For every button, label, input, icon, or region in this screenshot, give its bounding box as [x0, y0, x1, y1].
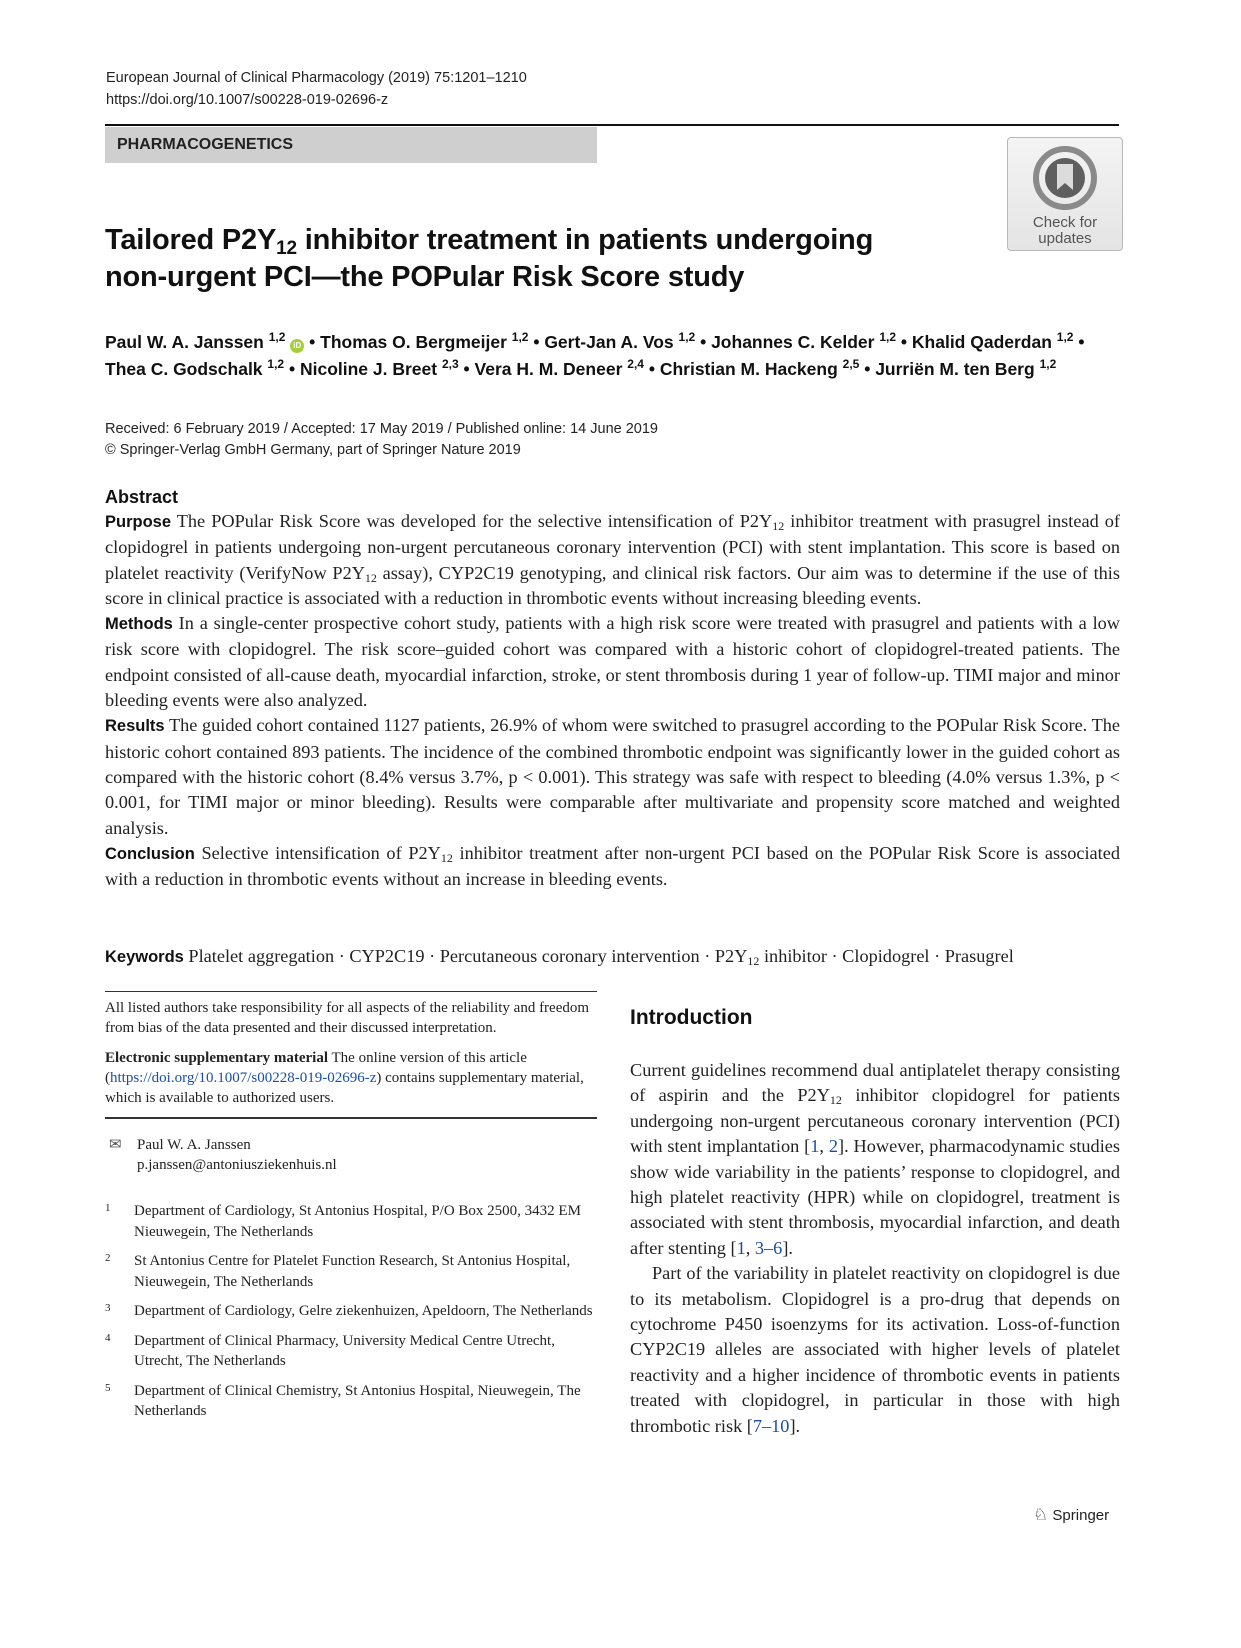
responsibility-note: All listed authors take responsibility for all aspects of the reliability and freedom from bias of the data presented and their discussed interpretation.: [105, 1000, 590, 1036]
keywords: Keywords Platelet aggregation · CYP2C19 · Percutaneous coronary intervention · $P2Y_{12}$ inhibitor · Clopidogrel · Prasugrel: [105, 946, 1014, 968]
citation-link[interactable]: 7–10: [752, 1415, 790, 1436]
author[interactable]: Thea C. Godschalk $^{1,2}$: [105, 357, 285, 379]
badge-line-1: Check for: [1032, 214, 1098, 231]
author[interactable]: Khalid Qaderdan $^{1,2}$: [911, 330, 1074, 352]
affiliation: 5 Department of Clinical Chemistry, St Antonius Hospital, Nieuwegein, The Netherlands: [105, 1381, 581, 1419]
citation-link[interactable]: 2: [828, 1136, 838, 1157]
section-label: PHARMACOGENETICS: [105, 127, 597, 163]
header-rule: [105, 124, 1119, 126]
introduction-body: [630, 1058, 1120, 1439]
abstract-methods: Methods In a single-center prospective cohort study, patients with a high risk score were treated with prasugrel and patients with a low risk score with clopidogrel. The risk score–guided cohort was compared with a historic cohort of clopidogrel-treated patients. The endpoint consisted of all-cause death, myocardial infarction, stroke, or stent thrombosis during 1 year of follow-up. TIMI major and minor bleeding events were also analyzed.: [105, 613, 1120, 711]
esm-note: Electronic supplementary material The online version of this article (https://doi.org/10.1007/s00228-019-02696-z) contains supplementary material, which is available to authorized users.: [105, 1050, 584, 1106]
journal-citation: [106, 67, 527, 111]
author[interactable]: Thomas O. Bergmeijer $^{1,2}$: [320, 330, 529, 352]
introduction-heading: Introduction: [630, 1006, 753, 1029]
author[interactable]: Nicoline J. Breet $^{2,3}$: [299, 357, 459, 379]
author[interactable]: Johannes C. Kelder $^{1,2}$: [711, 330, 897, 352]
abstract-body: [105, 509, 1120, 892]
journal-name: European Journal of Clinical Pharmacology (2019) 75:1201–1210: [106, 70, 527, 86]
orcid-icon[interactable]: iD: [290, 339, 304, 353]
author[interactable]: Gert-Jan A. Vos $^{1,2}$: [544, 330, 696, 352]
affiliation: 1 Department of Cardiology, St Antonius Hospital, P/O Box 2500, 3432 EM Nieuwegein, The Netherlands: [105, 1202, 581, 1240]
abstract-conclusion: Conclusion Selective intensification of $P2Y_{12}$ inhibitor treatment after non-urgent PCI based on the POPular Risk Score is associated with a reduction in thrombotic events without an increase in bleeding events.: [105, 842, 1120, 890]
affiliation: 4 Department of Clinical Pharmacy, University Medical Centre Utrecht, Utrecht, The Netherlands: [105, 1331, 555, 1369]
author-list: Paul W. A. Janssen $^{1,2}$ iD • Thomas O. Bergmeijer $^{1,2}$ • Gert-Jan A. Vos $^{1,2}$ • Johannes C. Kelder $^{1,2}$ • Khalid Qaderdan $^{1,2}$ • Thea C. Godschalk $^{1,2}$ • Nicoline J. Breet $^{2,3}$ • Vera H. M. Deneer $^{2,4}$ • Christian M. Hackeng $^{2,5}$ • Jurriën M. ten Berg $^{1,2}$: [105, 330, 1085, 379]
history-dates: Received: 6 February 2019 / Accepted: 17 May 2019 / Published online: 14 June 2019: [105, 421, 658, 437]
contact-email[interactable]: p.janssen@antoniusziekenhuis.nl: [137, 1157, 337, 1173]
abstract-purpose: Purpose The POPular Risk Score was developed for the selective intensification of $P2Y_{12}$ inhibitor treatment with prasugrel instead of clopidogrel in patients undergoing non-urgent percutaneous coronary intervention (PCI) with stent implantation. This score is based on platelet reactivity (VerifyNow $P2Y_{12}$ assay), CYP2C19 genotyping, and clinical risk factors. Our aim was to determine if the use of this score in clinical practice is associated with a reduction in thrombotic events without increasing bleeding events.: [105, 511, 1120, 608]
badge-line-2: updates: [1038, 230, 1092, 247]
doi-link[interactable]: https://doi.org/10.1007/s00228-019-02696-z: [106, 92, 389, 108]
author[interactable]: Jurriën M. ten Berg $^{1,2}$: [875, 357, 1057, 379]
abstract-heading: Abstract: [105, 487, 179, 507]
footnote-rule: [105, 991, 597, 992]
intro-paragraph-1: Current guidelines recommend dual antiplatelet therapy consisting of aspirin and the $P2Y_{12}$ inhibitor clopidogrel for patients undergoing non-urgent percutaneous coronary intervention (PCI) with stent implantation [1, 2]. However, pharmacodynamic studies show wide variability in the patients’ response to clopidogrel, and high platelet reactivity (HPR) while on clopidogrel, treatment is associated with stent thrombosis, myocardial infarction, and death after stenting [1, 3–6].: [630, 1060, 1121, 1258]
citation-link[interactable]: 3–6: [754, 1237, 783, 1258]
intro-paragraph-2: Part of the variability in platelet reactivity on clopidogrel is due to its metabolism. Clopidogrel is a pro-drug that depends on cytochrome P450 isoenzyms for its activation. Loss-of-function CYP2C19 alleles are associated with higher levels of platelet reactivity and a higher incidence of thrombotic events in patients treated with clopidogrel, in particular in those with high thrombotic risk [7–10].: [630, 1263, 1120, 1436]
contact-name: Paul W. A. Janssen: [137, 1137, 251, 1153]
crossmark-icon: [1033, 146, 1097, 210]
author[interactable]: Vera H. M. Deneer $^{2,4}$: [474, 357, 644, 379]
author[interactable]: Christian M. Hackeng $^{2,5}$: [659, 357, 860, 379]
springer-horse-icon: ♘: [1033, 1505, 1049, 1524]
esm-link[interactable]: https://doi.org/10.1007/s00228-019-02696-z: [110, 1070, 377, 1086]
corresponding-author: [105, 1135, 597, 1175]
abstract-results: Results The guided cohort contained 1127 patients, 26.9% of whom were switched to prasugrel according to the POPular Risk Score. The historic cohort contained 893 patients. The incidence of the combined thrombotic endpoint was significantly lower in the guided cohort as compared with the historic cohort (8.4% versus 3.7%, p < 0.001). This strategy was safe with respect to bleeding (4.0% versus 1.3%, p < 0.001, for TIMI major or minor bleeding). Results were comparable after multivariate and propensity score matched and weighted analysis.: [105, 715, 1120, 838]
springer-logo: [1033, 1505, 1109, 1525]
affiliation: 2 St Antonius Centre for Platelet Function Research, St Antonius Hospital, Nieuwegein, The Netherlands: [105, 1252, 571, 1290]
article-title: Tailored $P2Y_{12}$ inhibitor treatment in patients undergoing non-urgent PCI—the POPular Risk Score study: [105, 224, 874, 293]
publisher-name: Springer: [1052, 1507, 1110, 1524]
citation-link[interactable]: 1: [736, 1237, 746, 1258]
affiliation: 3 Department of Cardiology, Gelre ziekenhuizen, Apeldoorn, The Netherlands: [105, 1302, 593, 1319]
citation-link[interactable]: 1: [810, 1136, 820, 1157]
envelope-icon: ✉: [109, 1137, 122, 1153]
footnote-rule-2: [105, 1117, 597, 1119]
copyright: © Springer-Verlag GmbH Germany, part of Springer Nature 2019: [105, 442, 521, 458]
author[interactable]: Paul W. A. Janssen $^{1,2}$: [105, 330, 286, 352]
publication-dates: [105, 419, 658, 461]
check-for-updates-badge[interactable]: [1007, 137, 1123, 251]
footnote-column: [105, 991, 597, 1422]
affiliation-list: [105, 1201, 597, 1422]
